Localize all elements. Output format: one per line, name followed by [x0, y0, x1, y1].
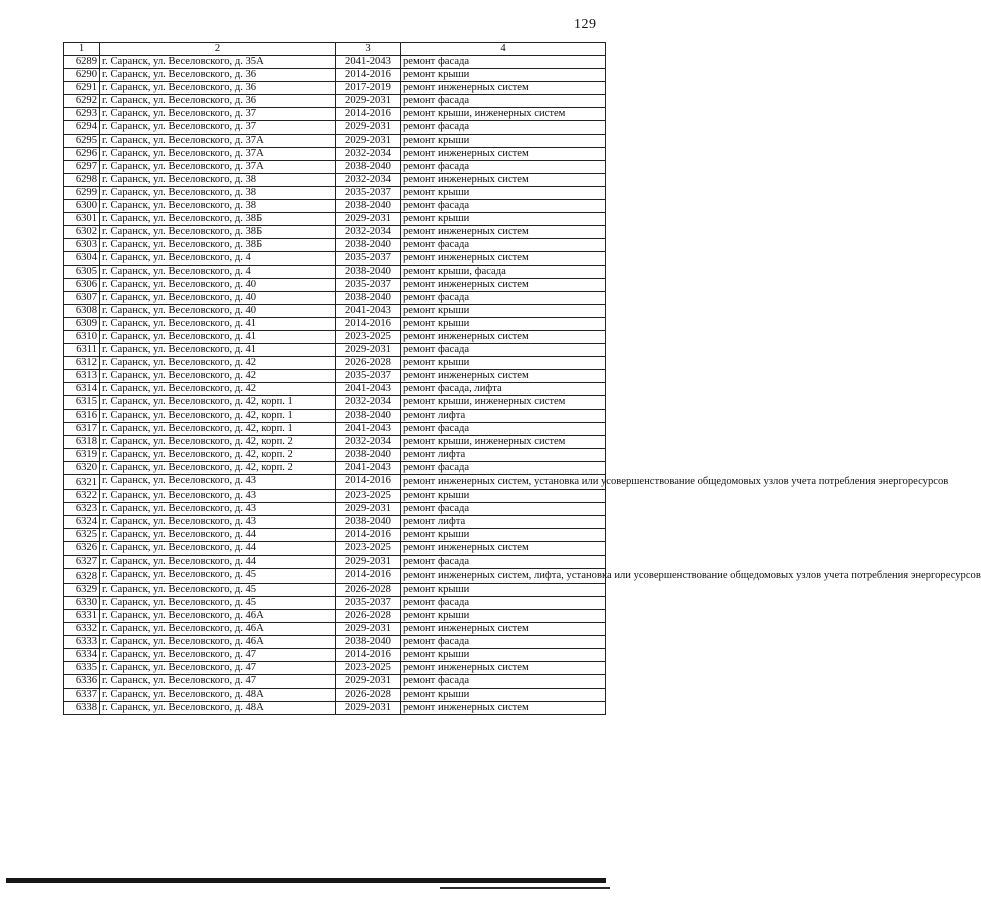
row-number-cell: 6333: [64, 636, 100, 649]
row-number-cell: 6313: [64, 370, 100, 383]
work-type-cell: ремонт фасада: [401, 121, 606, 134]
row-number-cell: 6314: [64, 383, 100, 396]
address-cell: г. Саранск, ул. Веселовского, д. 4: [100, 265, 336, 278]
address-cell: г. Саранск, ул. Веселовского, д. 46А: [100, 623, 336, 636]
address-cell: г. Саранск, ул. Веселовского, д. 35А: [100, 56, 336, 69]
work-type-cell: ремонт фасада: [401, 291, 606, 304]
address-cell: г. Саранск, ул. Веселовского, д. 45: [100, 568, 336, 583]
scan-edge-line: [440, 887, 610, 889]
address-cell: г. Саранск, ул. Веселовского, д. 38Б: [100, 213, 336, 226]
row-number-cell: 6299: [64, 186, 100, 199]
address-cell: г. Саранск, ул. Веселовского, д. 42: [100, 370, 336, 383]
row-number-cell: 6330: [64, 596, 100, 609]
address-cell: г. Саранск, ул. Веселовского, д. 38: [100, 200, 336, 213]
work-type-cell: ремонт инженерных систем: [401, 278, 606, 291]
period-cell: 2026-2028: [336, 583, 401, 596]
period-cell: 2038-2040: [336, 291, 401, 304]
table-row: [64, 688, 606, 701]
table-row: [64, 555, 606, 568]
row-number-cell: 6291: [64, 82, 100, 95]
table-row: [64, 409, 606, 422]
table-row: [64, 147, 606, 160]
row-number-cell: 6336: [64, 675, 100, 688]
work-type-cell: ремонт крыши: [401, 583, 606, 596]
table-row: [64, 503, 606, 516]
row-number-cell: 6316: [64, 409, 100, 422]
table-row: [64, 239, 606, 252]
period-cell: 2029-2031: [336, 344, 401, 357]
table-row: [64, 213, 606, 226]
period-cell: 2038-2040: [336, 409, 401, 422]
work-type-cell: ремонт фасада: [401, 555, 606, 568]
row-number-cell: 6298: [64, 173, 100, 186]
address-cell: г. Саранск, ул. Веселовского, д. 48А: [100, 688, 336, 701]
row-number-cell: 6309: [64, 317, 100, 330]
work-type-cell: ремонт крыши: [401, 213, 606, 226]
row-number-cell: 6321: [64, 475, 100, 490]
row-number-cell: 6305: [64, 265, 100, 278]
work-type-cell: ремонт крыши: [401, 529, 606, 542]
table-row: [64, 662, 606, 675]
period-cell: 2023-2025: [336, 490, 401, 503]
period-cell: 2035-2037: [336, 596, 401, 609]
table-row: [64, 516, 606, 529]
table-row: [64, 448, 606, 461]
work-type-cell: ремонт крыши, инженерных систем: [401, 435, 606, 448]
table-row: [64, 186, 606, 199]
row-number-cell: 6319: [64, 448, 100, 461]
table-row: [64, 134, 606, 147]
period-cell: 2032-2034: [336, 147, 401, 160]
period-cell: 2038-2040: [336, 448, 401, 461]
row-number-cell: 6337: [64, 688, 100, 701]
address-cell: г. Саранск, ул. Веселовского, д. 38Б: [100, 239, 336, 252]
work-type-cell: ремонт фасада: [401, 200, 606, 213]
address-cell: г. Саранск, ул. Веселовского, д. 38Б: [100, 226, 336, 239]
work-type-cell: ремонт инженерных систем, установка или усовершенствование общедомовых узлов учета потребления энергоресурсов: [401, 475, 606, 490]
period-cell: 2026-2028: [336, 357, 401, 370]
address-cell: г. Саранск, ул. Веселовского, д. 44: [100, 529, 336, 542]
period-cell: 2014-2016: [336, 317, 401, 330]
work-type-cell: ремонт инженерных систем: [401, 173, 606, 186]
row-number-cell: 6294: [64, 121, 100, 134]
address-cell: г. Саранск, ул. Веселовского, д. 41: [100, 330, 336, 343]
work-type-cell: ремонт крыши, инженерных систем: [401, 396, 606, 409]
address-cell: г. Саранск, ул. Веселовского, д. 36: [100, 69, 336, 82]
table-row: [64, 422, 606, 435]
period-cell: 2038-2040: [336, 636, 401, 649]
period-cell: 2017-2019: [336, 82, 401, 95]
table-row: [64, 330, 606, 343]
column-header: 3: [336, 43, 401, 56]
period-cell: 2041-2043: [336, 383, 401, 396]
work-type-cell: ремонт фасада: [401, 56, 606, 69]
period-cell: 2029-2031: [336, 623, 401, 636]
table-row: [64, 649, 606, 662]
row-number-cell: 6295: [64, 134, 100, 147]
row-number-cell: 6306: [64, 278, 100, 291]
table-row: [64, 529, 606, 542]
address-cell: г. Саранск, ул. Веселовского, д. 48А: [100, 701, 336, 714]
period-cell: 2029-2031: [336, 95, 401, 108]
period-cell: 2032-2034: [336, 396, 401, 409]
period-cell: 2014-2016: [336, 108, 401, 121]
period-cell: 2041-2043: [336, 56, 401, 69]
period-cell: 2029-2031: [336, 701, 401, 714]
table-row: [64, 623, 606, 636]
address-cell: г. Саранск, ул. Веселовского, д. 37: [100, 108, 336, 121]
address-cell: г. Саранск, ул. Веселовского, д. 42, корп. 2: [100, 461, 336, 474]
work-type-cell: ремонт крыши: [401, 649, 606, 662]
row-number-cell: 6315: [64, 396, 100, 409]
work-type-cell: ремонт фасада: [401, 160, 606, 173]
address-cell: г. Саранск, ул. Веселовского, д. 40: [100, 291, 336, 304]
row-number-cell: 6328: [64, 568, 100, 583]
work-type-cell: ремонт инженерных систем: [401, 226, 606, 239]
period-cell: 2038-2040: [336, 516, 401, 529]
address-cell: г. Саранск, ул. Веселовского, д. 47: [100, 675, 336, 688]
address-cell: г. Саранск, ул. Веселовского, д. 41: [100, 317, 336, 330]
work-type-cell: ремонт крыши, фасада: [401, 265, 606, 278]
work-type-cell: ремонт крыши: [401, 186, 606, 199]
table-row: [64, 56, 606, 69]
page-number: 129: [574, 17, 597, 32]
table-row: [64, 82, 606, 95]
period-cell: 2041-2043: [336, 304, 401, 317]
table-row: [64, 568, 606, 583]
period-cell: 2041-2043: [336, 422, 401, 435]
address-cell: г. Саранск, ул. Веселовского, д. 41: [100, 344, 336, 357]
table-row: [64, 542, 606, 555]
row-number-cell: 6325: [64, 529, 100, 542]
period-cell: 2014-2016: [336, 475, 401, 490]
period-cell: 2014-2016: [336, 69, 401, 82]
row-number-cell: 6322: [64, 490, 100, 503]
table-row: [64, 265, 606, 278]
period-cell: 2029-2031: [336, 134, 401, 147]
address-cell: г. Саранск, ул. Веселовского, д. 46А: [100, 636, 336, 649]
period-cell: 2032-2034: [336, 226, 401, 239]
period-cell: 2029-2031: [336, 675, 401, 688]
table-row: [64, 596, 606, 609]
row-number-cell: 6293: [64, 108, 100, 121]
table-row: [64, 291, 606, 304]
address-cell: г. Саранск, ул. Веселовского, д. 47: [100, 649, 336, 662]
table-row: [64, 226, 606, 239]
period-cell: 2038-2040: [336, 160, 401, 173]
row-number-cell: 6310: [64, 330, 100, 343]
column-header: 4: [401, 43, 606, 56]
table-row: [64, 583, 606, 596]
address-cell: г. Саранск, ул. Веселовского, д. 42, корп. 1: [100, 396, 336, 409]
work-type-cell: ремонт фасада: [401, 596, 606, 609]
table-row: [64, 675, 606, 688]
table-row: [64, 344, 606, 357]
work-type-cell: ремонт инженерных систем: [401, 542, 606, 555]
row-number-cell: 6302: [64, 226, 100, 239]
row-number-cell: 6317: [64, 422, 100, 435]
work-type-cell: ремонт фасада: [401, 461, 606, 474]
work-type-cell: ремонт инженерных систем: [401, 662, 606, 675]
address-cell: г. Саранск, ул. Веселовского, д. 40: [100, 304, 336, 317]
work-type-cell: ремонт инженерных систем: [401, 330, 606, 343]
table-row: [64, 278, 606, 291]
work-type-cell: ремонт фасада: [401, 95, 606, 108]
table-row: [64, 370, 606, 383]
table-row: [64, 609, 606, 622]
work-type-cell: ремонт фасада: [401, 239, 606, 252]
work-type-cell: ремонт крыши: [401, 304, 606, 317]
table-row: [64, 701, 606, 714]
row-number-cell: 6320: [64, 461, 100, 474]
period-cell: 2029-2031: [336, 213, 401, 226]
address-cell: г. Саранск, ул. Веселовского, д. 36: [100, 82, 336, 95]
period-cell: 2029-2031: [336, 503, 401, 516]
work-type-cell: ремонт фасада: [401, 344, 606, 357]
address-cell: г. Саранск, ул. Веселовского, д. 43: [100, 516, 336, 529]
table-row: [64, 461, 606, 474]
row-number-cell: 6307: [64, 291, 100, 304]
table-row: [64, 383, 606, 396]
row-number-cell: 6332: [64, 623, 100, 636]
address-cell: г. Саранск, ул. Веселовского, д. 40: [100, 278, 336, 291]
table-row: [64, 636, 606, 649]
row-number-cell: 6312: [64, 357, 100, 370]
period-cell: 2035-2037: [336, 252, 401, 265]
period-cell: 2023-2025: [336, 662, 401, 675]
row-number-cell: 6335: [64, 662, 100, 675]
table-row: [64, 69, 606, 82]
address-cell: г. Саранск, ул. Веселовского, д. 43: [100, 475, 336, 490]
table-row: [64, 435, 606, 448]
address-cell: г. Саранск, ул. Веселовского, д. 37А: [100, 160, 336, 173]
address-cell: г. Саранск, ул. Веселовского, д. 47: [100, 662, 336, 675]
row-number-cell: 6304: [64, 252, 100, 265]
address-cell: г. Саранск, ул. Веселовского, д. 42, корп. 2: [100, 435, 336, 448]
address-cell: г. Саранск, ул. Веселовского, д. 36: [100, 95, 336, 108]
work-type-cell: ремонт крыши, инженерных систем: [401, 108, 606, 121]
period-cell: 2038-2040: [336, 265, 401, 278]
period-cell: 2014-2016: [336, 568, 401, 583]
table-header-row: [64, 43, 606, 56]
row-number-cell: 6331: [64, 609, 100, 622]
row-number-cell: 6296: [64, 147, 100, 160]
address-cell: г. Саранск, ул. Веселовского, д. 42: [100, 383, 336, 396]
period-cell: 2023-2025: [336, 330, 401, 343]
row-number-cell: 6303: [64, 239, 100, 252]
address-cell: г. Саранск, ул. Веселовского, д. 37: [100, 121, 336, 134]
address-cell: г. Саранск, ул. Веселовского, д. 42, корп. 1: [100, 422, 336, 435]
row-number-cell: 6290: [64, 69, 100, 82]
work-type-cell: ремонт фасада: [401, 636, 606, 649]
address-cell: г. Саранск, ул. Веселовского, д. 38: [100, 173, 336, 186]
table-row: [64, 490, 606, 503]
period-cell: 2035-2037: [336, 278, 401, 291]
row-number-cell: 6297: [64, 160, 100, 173]
period-cell: 2029-2031: [336, 121, 401, 134]
work-type-cell: ремонт лифта: [401, 516, 606, 529]
work-type-cell: ремонт фасада: [401, 675, 606, 688]
table-row: [64, 357, 606, 370]
row-number-cell: 6289: [64, 56, 100, 69]
row-number-cell: 6338: [64, 701, 100, 714]
table-row: [64, 121, 606, 134]
work-type-cell: ремонт фасада: [401, 422, 606, 435]
table-row: [64, 95, 606, 108]
work-type-cell: ремонт инженерных систем: [401, 252, 606, 265]
table-row: [64, 304, 606, 317]
row-number-cell: 6311: [64, 344, 100, 357]
period-cell: 2023-2025: [336, 542, 401, 555]
address-cell: г. Саранск, ул. Веселовского, д. 43: [100, 503, 336, 516]
period-cell: 2038-2040: [336, 200, 401, 213]
row-number-cell: 6326: [64, 542, 100, 555]
column-header: 1: [64, 43, 100, 56]
scan-edge-bar: [6, 878, 606, 883]
work-type-cell: ремонт крыши: [401, 317, 606, 330]
work-type-cell: ремонт инженерных систем: [401, 82, 606, 95]
row-number-cell: 6334: [64, 649, 100, 662]
period-cell: 2026-2028: [336, 688, 401, 701]
period-cell: 2026-2028: [336, 609, 401, 622]
work-type-cell: ремонт инженерных систем: [401, 147, 606, 160]
row-number-cell: 6300: [64, 200, 100, 213]
table-row: [64, 160, 606, 173]
address-cell: г. Саранск, ул. Веселовского, д. 44: [100, 542, 336, 555]
address-cell: г. Саранск, ул. Веселовского, д. 37А: [100, 147, 336, 160]
capital-repair-table: [63, 42, 981, 715]
period-cell: 2032-2034: [336, 173, 401, 186]
table-row: [64, 475, 606, 490]
work-type-cell: ремонт инженерных систем: [401, 623, 606, 636]
work-type-cell: ремонт крыши: [401, 357, 606, 370]
work-type-cell: ремонт фасада: [401, 503, 606, 516]
period-cell: 2035-2037: [336, 370, 401, 383]
row-number-cell: 6318: [64, 435, 100, 448]
address-cell: г. Саранск, ул. Веселовского, д. 38: [100, 186, 336, 199]
table-row: [64, 173, 606, 186]
period-cell: 2032-2034: [336, 435, 401, 448]
row-number-cell: 6324: [64, 516, 100, 529]
period-cell: 2014-2016: [336, 649, 401, 662]
work-type-cell: ремонт инженерных систем: [401, 701, 606, 714]
row-number-cell: 6301: [64, 213, 100, 226]
address-cell: г. Саранск, ул. Веселовского, д. 44: [100, 555, 336, 568]
address-cell: г. Саранск, ул. Веселовского, д. 4: [100, 252, 336, 265]
work-type-cell: ремонт крыши: [401, 490, 606, 503]
work-type-cell: ремонт крыши: [401, 134, 606, 147]
row-number-cell: 6329: [64, 583, 100, 596]
address-cell: г. Саранск, ул. Веселовского, д. 43: [100, 490, 336, 503]
address-cell: г. Саранск, ул. Веселовского, д. 45: [100, 596, 336, 609]
column-header: 2: [100, 43, 336, 56]
period-cell: 2038-2040: [336, 239, 401, 252]
work-type-cell: ремонт крыши: [401, 688, 606, 701]
address-cell: г. Саранск, ул. Веселовского, д. 37А: [100, 134, 336, 147]
row-number-cell: 6327: [64, 555, 100, 568]
period-cell: 2029-2031: [336, 555, 401, 568]
address-cell: г. Саранск, ул. Веселовского, д. 42: [100, 357, 336, 370]
table-row: [64, 396, 606, 409]
table-row: [64, 317, 606, 330]
work-type-cell: ремонт инженерных систем: [401, 370, 606, 383]
period-cell: 2035-2037: [336, 186, 401, 199]
row-number-cell: 6323: [64, 503, 100, 516]
work-type-cell: ремонт лифта: [401, 448, 606, 461]
work-type-cell: ремонт лифта: [401, 409, 606, 422]
work-type-cell: ремонт крыши: [401, 609, 606, 622]
row-number-cell: 6308: [64, 304, 100, 317]
table-row: [64, 108, 606, 121]
address-cell: г. Саранск, ул. Веселовского, д. 46А: [100, 609, 336, 622]
address-cell: г. Саранск, ул. Веселовского, д. 42, корп. 2: [100, 448, 336, 461]
work-type-cell: ремонт фасада, лифта: [401, 383, 606, 396]
table-row: [64, 200, 606, 213]
row-number-cell: 6292: [64, 95, 100, 108]
period-cell: 2014-2016: [336, 529, 401, 542]
period-cell: 2041-2043: [336, 461, 401, 474]
address-cell: г. Саранск, ул. Веселовского, д. 45: [100, 583, 336, 596]
address-cell: г. Саранск, ул. Веселовского, д. 42, корп. 1: [100, 409, 336, 422]
work-type-cell: ремонт инженерных систем, лифта, установка или усовершенствование общедомовых узлов учета потребления энергоресурсов: [401, 568, 606, 583]
work-type-cell: ремонт крыши: [401, 69, 606, 82]
table-row: [64, 252, 606, 265]
